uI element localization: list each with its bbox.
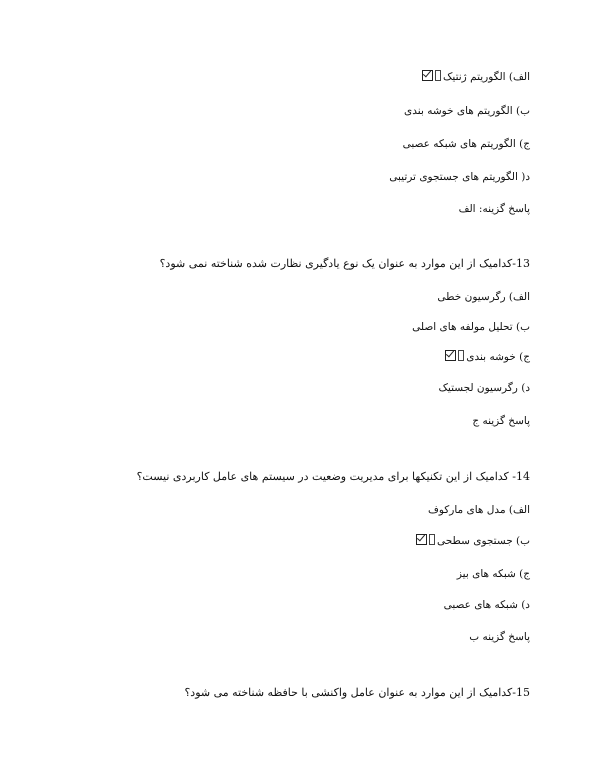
q14-option-b [415,534,530,548]
q13-option-c [444,350,530,364]
q14-option-c: ج) شبکه های بیز [456,568,530,580]
q13-question: 13-کدامیک از این موارد به عنوان یک نوع یادگیری نظارت شده شناخته نمی شود؟ [159,257,530,270]
q13-option-a: الف) رگرسیون خطی [437,291,530,303]
q12-option-c: ج) الگوریتم های شبکه عصبی [402,138,530,150]
q14-answer: پاسخ گزینه ب [469,631,530,643]
q14-option-a: الف) مدل های مارکوف [427,504,530,516]
q12-option-d: د( الگوریتم های جستجوی ترتیبی [389,171,530,183]
checkmark-box-icon [416,534,427,545]
q14-option-d: د) شبکه های عصبی [443,599,530,611]
q15-question: 15-کدامیک از این موارد به عنوان عامل واکنشی با حافظه شناخته می شود؟ [184,686,530,699]
q13-option-c-text: ج) خوشه بندی [466,351,530,363]
checkmark-box-icon [422,70,433,81]
empty-box-icon [458,350,464,361]
q12-option-a [421,70,530,84]
q13-option-b: ب) تحلیل مولفه های اصلی [412,321,530,333]
q14-question: 14- کدامیک از این تکنیکها برای مدیریت وضعیت در سیستم های عامل کاربردی نیست؟ [136,470,530,483]
q14-option-b-text: ب) جستجوی سطحی [436,535,530,547]
q13-option-d: د) رگرسیون لجستیک [438,382,530,394]
q12-answer: پاسخ گزینه: الف [458,203,530,215]
q12-option-a-text: الف) الگوریتم ژنتیک [443,71,530,83]
empty-box-icon [435,70,441,81]
checkmark-box-icon [445,350,456,361]
q12-option-b: ب) الگوریتم های خوشه بندی [404,105,530,117]
q13-answer: پاسخ گزینه ج [472,415,530,427]
empty-box-icon [429,534,435,545]
